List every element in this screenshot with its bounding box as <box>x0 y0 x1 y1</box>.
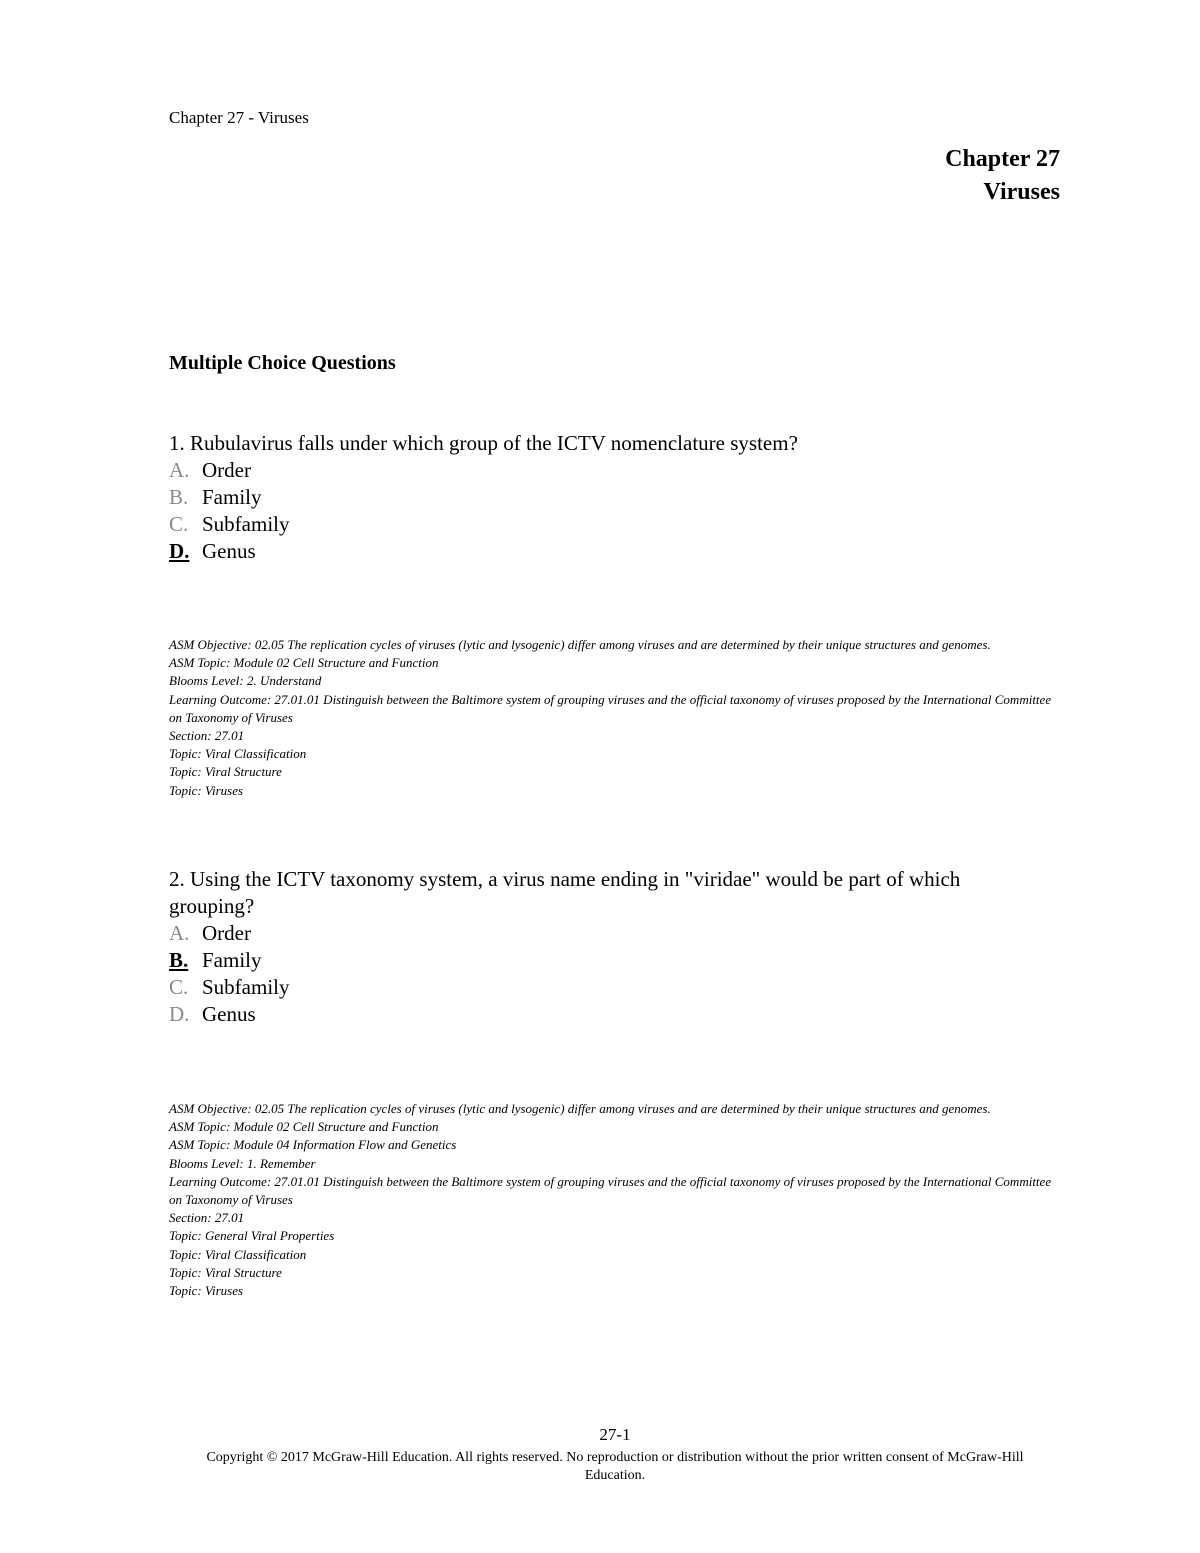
option-letter-correct: B. <box>169 948 189 972</box>
option-c <box>169 974 1029 1001</box>
option-text: Subfamily <box>202 512 290 536</box>
question-stem: 1. Rubulavirus falls under which group of the ICTV nomenclature system? <box>169 431 798 455</box>
meta-line: Blooms Level: 1. Remember <box>169 1155 316 1171</box>
section-title: Multiple Choice Questions <box>169 352 396 374</box>
option-text: Genus <box>202 1002 256 1026</box>
option-d <box>169 538 1029 565</box>
meta-line: ASM Topic: Module 04 Information Flow and Genetics <box>169 1137 457 1153</box>
chapter-number: Chapter 27 <box>945 146 1060 172</box>
option-c <box>169 511 1029 538</box>
option-letter: C. <box>169 975 189 999</box>
meta-line: ASM Objective: 02.05 The replication cycles of viruses (lytic and lysogenic) differ among viruses and are determined by their unique structures and genomes. <box>169 1101 991 1116</box>
question-1-metadata <box>169 636 1059 800</box>
option-b <box>169 484 1029 511</box>
meta-line: Learning Outcome: 27.01.01 Distinguish between the Baltimore system of grouping viruses and the official taxonomy of viruses proposed by the International Committee on Taxonomy of Viruses <box>169 1173 1052 1208</box>
option-letter: A. <box>169 458 190 482</box>
meta-line: Topic: Viruses <box>169 782 244 798</box>
meta-line: Topic: Viral Structure <box>169 1264 282 1280</box>
page-footer <box>0 1425 1200 1485</box>
option-text: Order <box>202 458 251 482</box>
option-letter: B. <box>169 485 189 509</box>
meta-line: Section: 27.01 <box>169 728 245 744</box>
option-text: Order <box>202 921 251 945</box>
option-letter: D. <box>169 1002 190 1026</box>
chapter-name: Viruses <box>983 179 1060 205</box>
chapter-title <box>945 143 1060 209</box>
question-2 <box>169 866 1029 1028</box>
question-stem: 2. Using the ICTV taxonomy system, a virus name ending in "viridae" would be part of which grouping? <box>169 867 961 918</box>
meta-line: Topic: Viruses <box>169 1283 244 1299</box>
question-1 <box>169 430 1029 565</box>
running-header: Chapter 27 - Viruses <box>169 108 309 127</box>
meta-line: ASM Topic: Module 02 Cell Structure and Function <box>169 1119 439 1135</box>
meta-line: Blooms Level: 2. Understand <box>169 673 322 689</box>
option-letter: A. <box>169 921 190 945</box>
meta-line: Topic: Viral Classification <box>169 746 307 762</box>
option-text: Genus <box>202 539 256 563</box>
page-number: 27-1 <box>599 1425 631 1444</box>
option-b <box>169 947 1029 974</box>
option-letter-correct: D. <box>169 539 190 563</box>
question-2-metadata <box>169 1100 1059 1300</box>
option-text: Family <box>202 948 262 972</box>
meta-line: ASM Topic: Module 02 Cell Structure and Function <box>169 655 439 671</box>
copyright-notice: Copyright © 2017 McGraw-Hill Education. All rights reserved. No reproduction or distribution without the prior written consent of McGraw-Hill Education. <box>206 1450 1024 1483</box>
option-text: Subfamily <box>202 975 290 999</box>
option-text: Family <box>202 485 262 509</box>
option-a <box>169 920 1029 947</box>
meta-line: Section: 27.01 <box>169 1210 245 1226</box>
option-a <box>169 457 1029 484</box>
meta-line: Topic: General Viral Properties <box>169 1228 335 1244</box>
meta-line: ASM Objective: 02.05 The replication cycles of viruses (lytic and lysogenic) differ among viruses and are determined by their unique structures and genomes. <box>169 637 991 652</box>
meta-line: Topic: Viral Classification <box>169 1246 307 1262</box>
option-letter: C. <box>169 512 189 536</box>
meta-line: Topic: Viral Structure <box>169 764 282 780</box>
meta-line: Learning Outcome: 27.01.01 Distinguish between the Baltimore system of grouping viruses and the official taxonomy of viruses proposed by the International Committee on Taxonomy of Viruses <box>169 691 1052 725</box>
option-d <box>169 1001 1029 1028</box>
